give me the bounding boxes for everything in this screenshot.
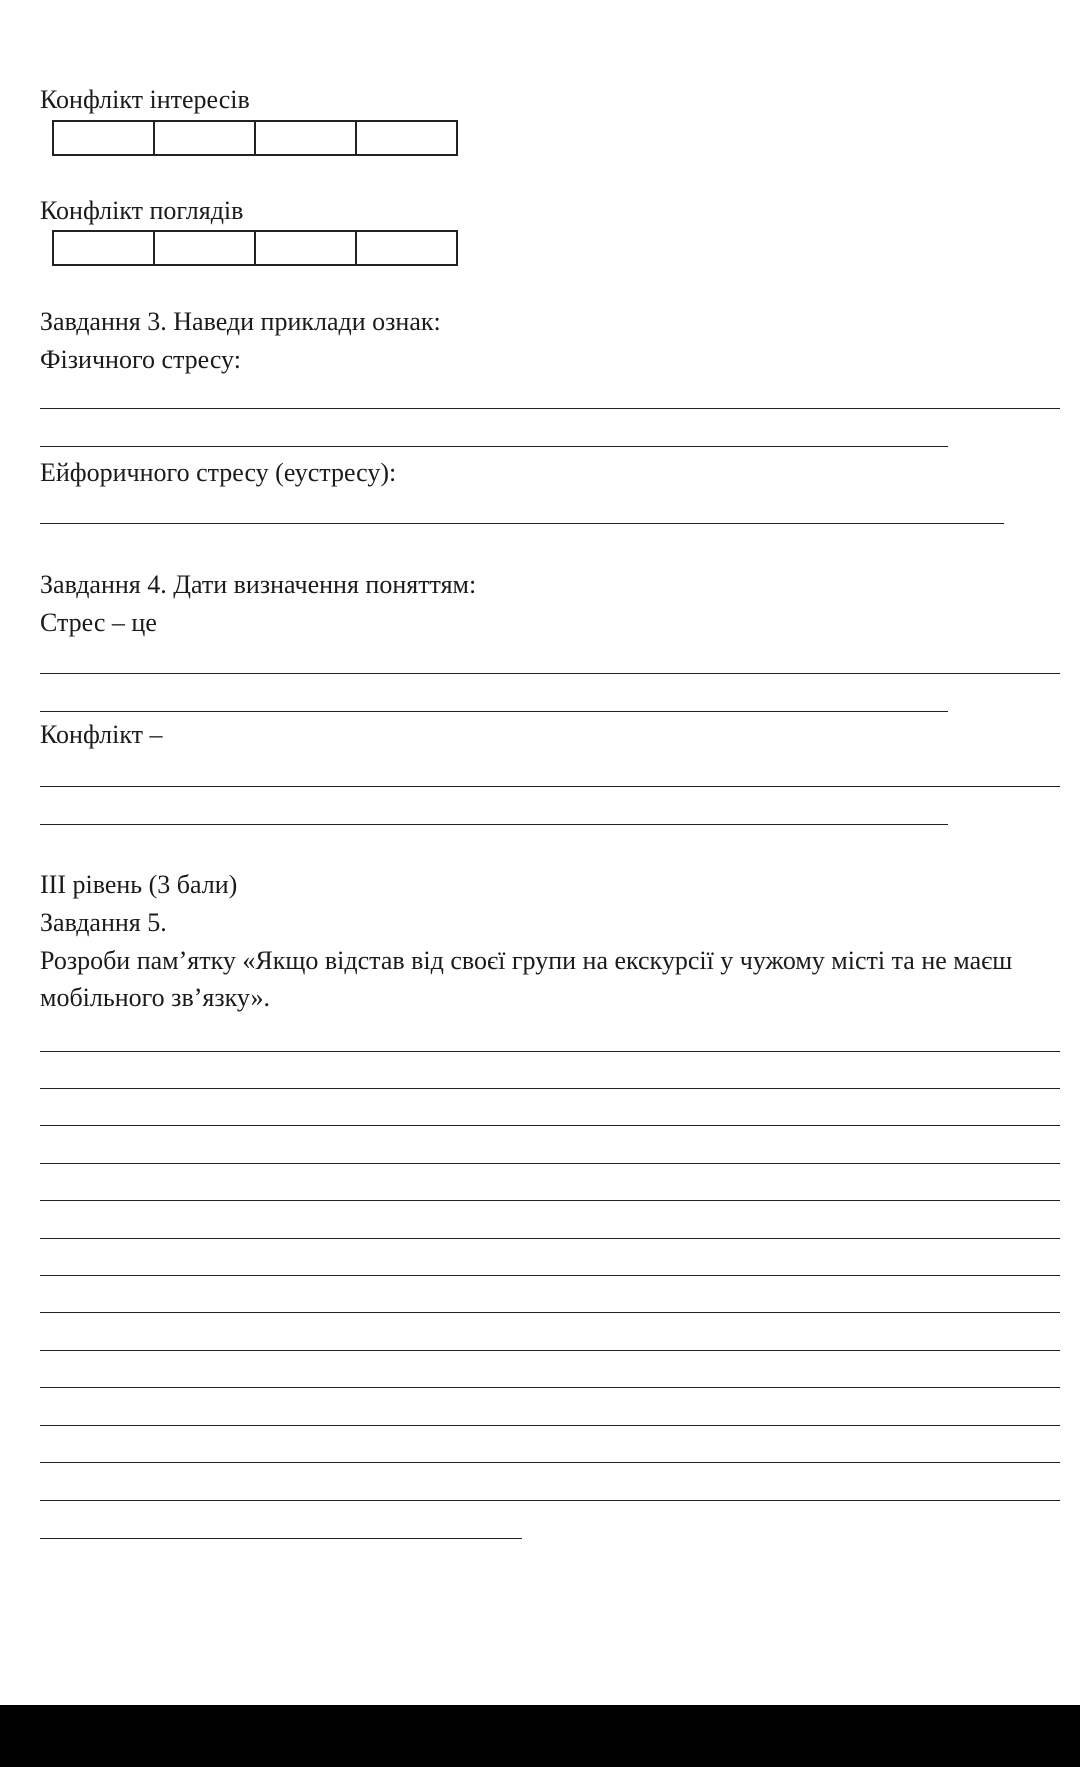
answer-line[interactable] [40,1387,1060,1388]
answer-line[interactable] [40,1425,1060,1426]
answer-line[interactable] [40,1088,1060,1089]
task3-physical-label: Фізичного стресу: [40,345,241,374]
task3-euphoric-label: Ейфоричного стресу (еустресу): [40,458,397,487]
answer-box[interactable] [357,122,456,154]
level3-heading: ІІІ рівень (3 бали) [40,870,238,899]
answer-box[interactable] [357,232,456,264]
task4-stress-label: Стрес – це [40,608,157,637]
conflict-views-boxes [52,230,458,266]
answer-line[interactable] [40,1312,1060,1313]
answer-line[interactable] [40,673,1060,674]
answer-box[interactable] [155,232,256,264]
task3-heading: Завдання 3. Наведи приклади ознак: [40,307,441,336]
answer-line[interactable] [40,446,948,447]
task5-text: Розроби пам’ятку «Якщо відстав від своєї групи на екскурсії у чужому місті та не маєш мобільного зв’язку». [40,946,1013,1012]
answer-line[interactable] [40,1275,1060,1276]
conflict-interests-title: Конфлікт інтересів [40,85,250,114]
answer-box[interactable] [256,122,357,154]
answer-box[interactable] [155,122,256,154]
conflict-views-title: Конфлікт поглядів [40,196,244,225]
task5-heading: Завдання 5. [40,908,167,937]
task4-heading: Завдання 4. Дати визначення поняттям: [40,570,477,599]
answer-line[interactable] [40,523,1004,524]
answer-line[interactable] [40,1200,1060,1201]
answer-box[interactable] [256,232,357,264]
answer-line[interactable] [40,824,948,825]
answer-box[interactable] [54,232,155,264]
answer-line[interactable] [40,711,948,712]
answer-line[interactable] [40,1350,1060,1351]
answer-line[interactable] [40,1238,1060,1239]
answer-line[interactable] [40,1462,1060,1463]
answer-box[interactable] [54,122,155,154]
answer-line[interactable] [40,1163,1060,1164]
bottom-black-bar [0,1705,1080,1767]
answer-line[interactable] [40,1500,1060,1501]
answer-line[interactable] [40,786,1060,787]
task4-conflict-label: Конфлікт – [40,720,163,749]
answer-line[interactable] [40,408,1060,409]
conflict-interests-boxes [52,120,458,156]
answer-line[interactable] [40,1538,522,1539]
answer-line[interactable] [40,1051,1060,1052]
answer-line[interactable] [40,1125,1060,1126]
